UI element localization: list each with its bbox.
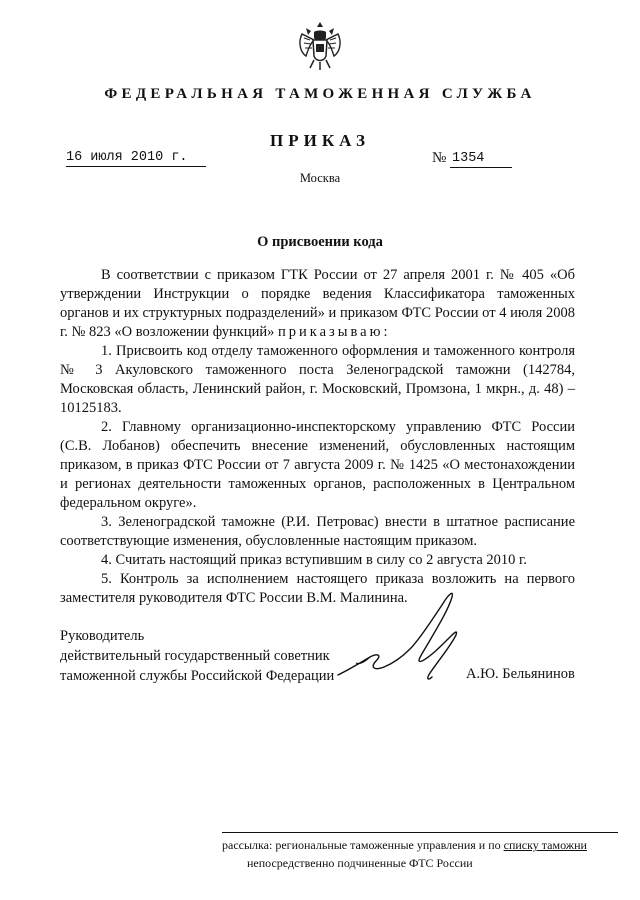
order-item: 4. Считать настоящий приказ вступившим в силу со 2 августа 2010 г. [101, 552, 527, 568]
agency-name: ФЕДЕРАЛЬНАЯ ТАМОЖЕННАЯ СЛУЖБА [104, 86, 536, 102]
intro-text: В соответствии с приказом ГТК России от 27 апреля 2001 г. № 405 «Об утверждении Инструкции о порядке ведения Классификатора таможенных органов и их структурных подразделений» и приказом ФТС России от 4 июля 2008 г. № 823 «О возложении функций» [60, 267, 575, 340]
order-number: 1354 [450, 151, 512, 168]
signatory-title-line: действительный государственный советник [60, 648, 330, 664]
order-item: 2. Главному организационно-инспекторскому управлению ФТС России (С.В. Лобанов) обеспечить внесение изменений, обусловленных настоящим приказом, в приказ ФТС России от 7 августа 2009 г. № 1425 «О местонахождении и регионах деятельности таможенных органов, расположенных в Центральном федеральном округе». [60, 419, 575, 511]
order-subject: О присвоении кода [257, 234, 383, 250]
distribution-underlined: списку таможни [503, 838, 587, 852]
document-type: ПРИКАЗ [270, 131, 370, 150]
order-body [60, 266, 575, 608]
handwritten-signature [330, 583, 480, 693]
russian-coat-of-arms-icon [296, 18, 344, 72]
order-number-label: № [432, 150, 447, 166]
distribution-line [222, 838, 587, 853]
signatory-title-line: Руководитель [60, 628, 145, 644]
order-item: 5. Контроль за исполнением настоящего приказа возложить на первого заместителя руководителя ФТС России В.М. Малинина. [60, 571, 575, 606]
distribution-line-2: непосредственно подчиненные ФТС России [247, 856, 473, 870]
distribution-prefix: рассылка: региональные таможенные управления и по [222, 838, 504, 852]
signatory-title-line: таможенной службы Российской Федерации [60, 668, 335, 684]
order-item: 1. Присвоить код отделу таможенного оформления и таможенного контроля № 3 Акуловского таможенного поста Зеленоградской таможни (142784, Московская область, Ленинский район, г. Московский, Промзона, 1 мкрн., д. 48) – 10125183. [60, 343, 575, 416]
signatory-title [60, 626, 334, 686]
distribution-divider [222, 832, 618, 833]
order-item: 3. Зеленоградской таможне (Р.И. Петровас) внести в штатное расписание соответствующие изменения, обусловленные настоящим приказом. [60, 514, 575, 549]
intro-verb: приказываю: [278, 324, 391, 340]
intro-paragraph [60, 266, 575, 342]
signer-name: А.Ю. Бельянинов [466, 666, 575, 682]
order-city: Москва [299, 171, 341, 185]
order-date: 16 июля 2010 г. [66, 150, 206, 167]
